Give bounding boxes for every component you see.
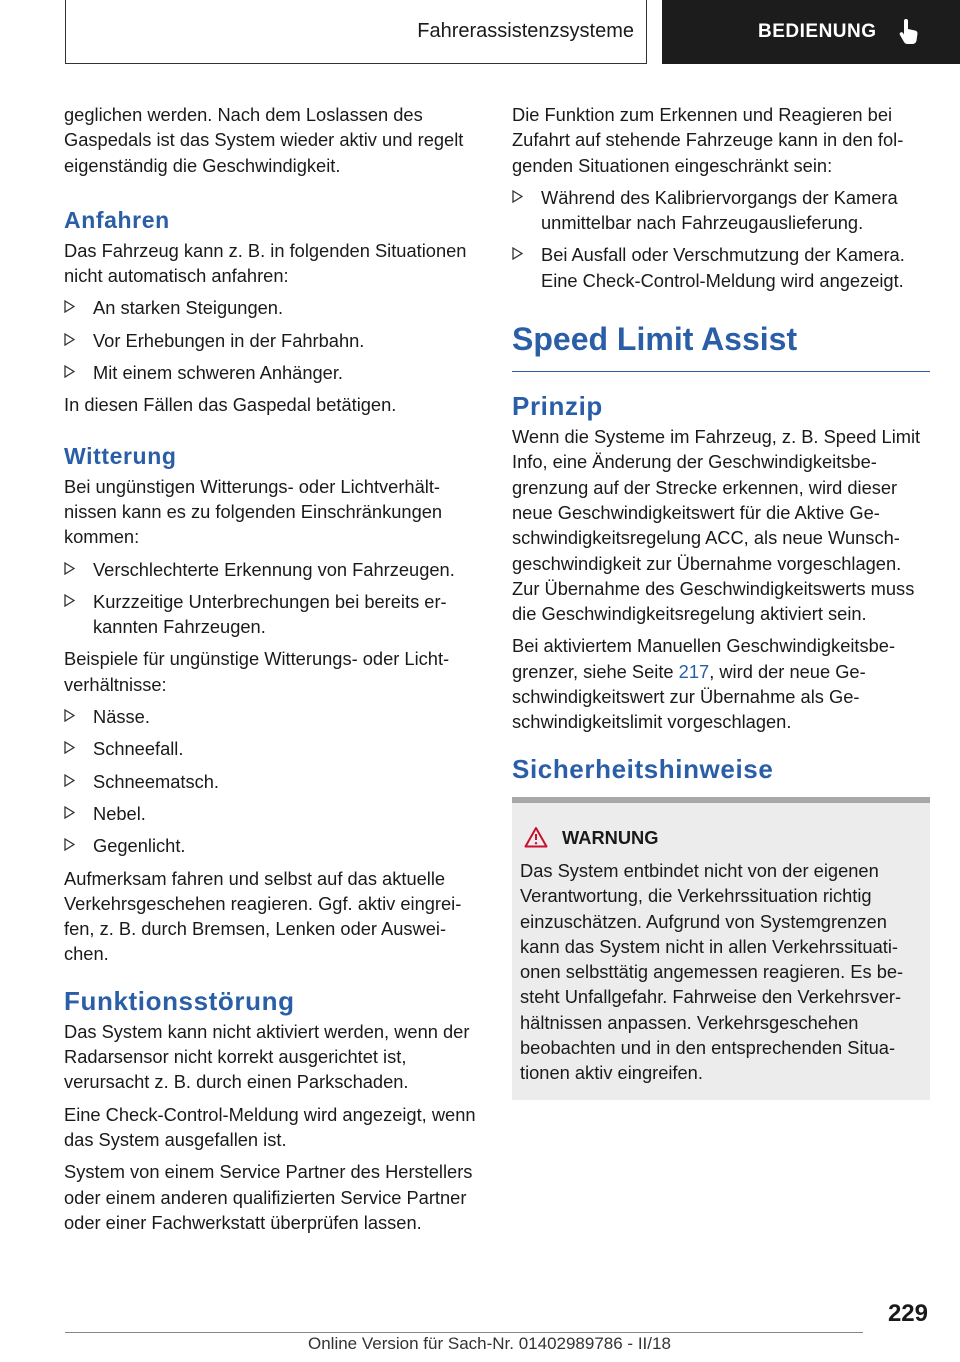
triangle-right-icon (512, 247, 523, 260)
witterung-list (64, 557, 482, 640)
page-number: 229 (887, 1300, 928, 1327)
triangle-right-icon (64, 562, 75, 575)
triangle-right-icon (64, 741, 75, 754)
witterung-text: Bei ungünstigen Witterungs- oder Lichtverhältnissen kann es zu folgenden Einschränkungen kommen: (64, 475, 443, 548)
list-item: Mit einem schweren Anhänger. (64, 360, 482, 385)
list-item: Gegenlicht. (64, 833, 482, 858)
list-item: Während des Kalibriervorgangs der Kamera unmittelbar nach Fahrzeugauslieferung. (512, 185, 930, 236)
list-item: An starken Steigungen. (64, 295, 482, 320)
list-item: Schneematsch. (64, 769, 482, 794)
triangle-right-icon (64, 774, 75, 787)
left-intro: geglichen werden. Nach dem Loslassen des Gaspedals ist das System wieder aktiv und regelt eigenständig die Geschwindigkeit. (64, 104, 464, 176)
list-item: Schneefall. (64, 736, 482, 761)
right-list (512, 185, 930, 293)
stoerung-p3: System von einem Service Partner des Herstellers oder einem anderen qualifizierten Service Partner oder einer Fachwerkstatt überprüfen lassen. (64, 1161, 473, 1233)
triangle-right-icon (64, 806, 75, 819)
stoerung-p1: Das System kann nicht aktiviert werden, wenn der Radarsensor nicht korrekt ausgerichtet ist, verursacht z. B. durch einen Parkschaden. (64, 1020, 470, 1093)
header-chapter-tab (662, 0, 960, 64)
prinzip-p1: Wenn die Systeme im Fahrzeug, z. B. Speed Limit Info, eine Änderung der Geschwindigkeitsbegrenzung auf der Strecke erkennen, wird dieser neue Geschwindigkeitswert für die Aktive Geschwindigkeitsregelung ACC, als neue Wunschgeschwindigkeit zur Übernahme vorgeschlagen. Zur Übernahme des Geschwindigkeitswerts muss die Geschwindigkeitsregelung aktiviert sein. (512, 426, 921, 625)
footer-version: Online Version für Sach-Nr. 01402989786 - II/18 (308, 1334, 671, 1353)
heading-speed-limit-assist: Speed Limit Assist (512, 319, 930, 372)
witterung-after: Aufmerksam fahren und selbst auf das aktuelle Verkehrsgeschehen reagieren. Ggf. aktiv eingreifen, z. B. durch Bremsen, Lenken oder Ausweichen. (64, 867, 462, 965)
right-column (512, 102, 930, 1100)
triangle-right-icon (64, 709, 75, 722)
triangle-right-icon (64, 365, 75, 378)
warning-box (512, 797, 930, 1100)
stoerung-p2: Eine Check-Control-Meldung wird angezeigt, wenn das System ausgefallen ist. (64, 1103, 476, 1150)
triangle-right-icon (64, 300, 75, 313)
anfahren-after: In diesen Fällen das Gaspedal betätigen. (64, 394, 397, 416)
heading-sicherheitshinweise: Sicherheitshinweise (512, 753, 774, 784)
warning-text: Das System entbindet nicht von der eigenen Verantwortung, die Verkehrssituation richtig einzuschätzen. Aufgrund von Systemgrenzen kann das System nicht in allen Verkehrssituationen selbsttätig angemessen reagieren. Es besteht Unfallgefahr. Fahrweise den Verkehrsverhältnissen anpassen. Verkehrsgeschehen beobachten und in den entsprechenden Situationen aktiv eingreifen. (520, 859, 904, 1084)
left-column (64, 102, 482, 1242)
list-item: Bei Ausfall oder Verschmutzung der Kamera. Eine Check-Control-Meldung wird angezeigt. (512, 242, 930, 293)
anfahren-text: Das Fahrzeug kann z. B. in folgenden Situationen nicht automatisch anfahren: (64, 239, 467, 287)
triangle-right-icon (512, 190, 523, 203)
hand-pointer-icon (899, 19, 919, 45)
list-item: Nässe. (64, 704, 482, 729)
prinzip-p2: Bei aktiviertem Manuellen Geschwindigkeitsbegrenzer, siehe Seite 217, wird der neue Geschwindigkeitswert zur Übernahme als Geschwindigkeitslimit vorgeschlagen. (512, 635, 896, 733)
witterung-text2: Beispiele für ungünstige Witterungs- oder Lichtverhältnisse: (64, 648, 450, 695)
heading-anfahren: Anfahren (64, 206, 170, 233)
heading-prinzip: Prinzip (512, 391, 603, 422)
heading-funktionsstoerung: Funktionsstörung (64, 985, 295, 1016)
list-item: Kurzzeitige Unterbrechungen bei bereits erkannten Fahrzeugen. (64, 589, 482, 640)
triangle-right-icon (64, 594, 75, 607)
right-intro: Die Funktion zum Erkennen und Reagieren bei Zufahrt auf stehende Fahrzeuge kann in den folgenden Situationen eingeschränkt sein: (512, 104, 904, 176)
header-section-tab (65, 0, 647, 64)
witterung-examples-list (64, 704, 482, 858)
warning-triangle-icon (524, 826, 548, 848)
header-section-label: Fahrerassistenzsysteme (417, 20, 634, 42)
page-link-217[interactable]: 217 (678, 660, 710, 682)
warning-title: WARNUNG (520, 825, 922, 850)
anfahren-list (64, 295, 482, 385)
list-item: Vor Erhebungen in der Fahrbahn. (64, 328, 482, 353)
footer-divider (65, 1332, 863, 1333)
list-item: Nebel. (64, 801, 482, 826)
list-item: Verschlechterte Erkennung von Fahrzeugen. (64, 557, 482, 582)
header-chapter-label: BEDIENUNG (758, 21, 877, 42)
triangle-right-icon (64, 333, 75, 346)
triangle-right-icon (64, 838, 75, 851)
heading-witterung: Witterung (64, 442, 177, 469)
